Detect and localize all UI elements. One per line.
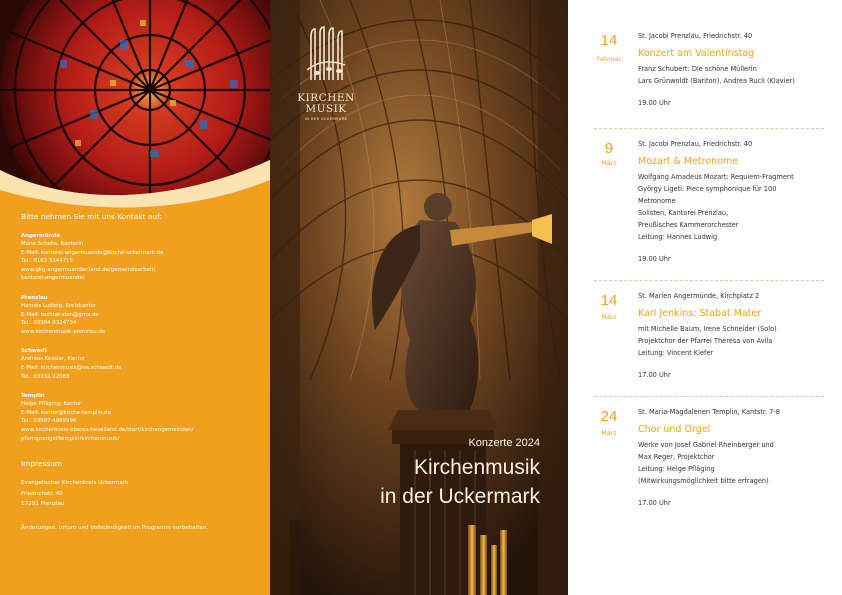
event-info [638, 292, 838, 379]
contact-phone: Tel.: 0163 5344715 [21, 258, 73, 265]
logo-line-2: MUSIK [305, 103, 347, 115]
cover-title-block [330, 437, 540, 511]
event-detail: Max Reger, Projektchor [638, 453, 715, 461]
contact-line: Hannes Ludwig, Kreiskantor [21, 302, 97, 309]
contact-email[interactable]: E-Mail: kantor@kirche-templin.de [21, 409, 111, 416]
event-detail: Solisten, Kantorei Prenzlau, [638, 209, 729, 217]
contact-url[interactable]: www.kirchenmusik-prenzlau.de [21, 328, 106, 335]
event-month: März [601, 314, 617, 321]
contact-place: Angermünde [21, 233, 60, 239]
event-title: Konzert am Valentinstag [638, 48, 755, 59]
event-title: Karl Jenkins: Stabat Mater [638, 308, 762, 319]
contact-place: Prenzlau [21, 294, 48, 301]
event-day: 9 [604, 140, 614, 157]
event-time: 17.00 Uhr [638, 371, 671, 379]
contact-url[interactable]: www.kirchenkreis-oberes-havelland.de/start/kirchengemeinden/ [21, 426, 194, 433]
event-day: 14 [600, 292, 618, 309]
contact-url[interactable]: www.gkg-angermuender-land.de/gemeindearbeit/ [21, 266, 156, 273]
event-location: St. Jacobi Prenzlau, Friedrichstr. 40 [638, 140, 753, 148]
event-info [638, 32, 838, 107]
impressum-line: Friedrichstr. 40 [21, 490, 63, 497]
event-title: Chor und Orgel [638, 424, 711, 435]
event-detail: Metronome [638, 197, 676, 205]
event-info [638, 408, 838, 507]
cover-title-line-1: Kirchenmusik [413, 456, 540, 479]
event-separator [594, 396, 824, 397]
contact-email[interactable]: E-Mail: tochter-zion@gmx.de [21, 311, 99, 318]
event-month: Februar [596, 56, 622, 63]
event-detail: Leitung: Vincent Kiefer [638, 349, 714, 357]
contact-place: Schwedt [21, 348, 47, 355]
contact-block-angermuende [21, 232, 266, 283]
impressum-heading: Impressum [21, 459, 63, 469]
contact-email[interactable]: E-Mail: kantorei-angermuende@kirche-uckermark.de [21, 249, 164, 256]
event-day: 24 [600, 408, 618, 425]
contact-email[interactable]: E-Mail: kirchenmusik@sw.schwedt.de [21, 364, 122, 371]
contact-line: Maria Schella, Kantorin [21, 241, 84, 247]
contact-phone: Tel.: 03987 4989996 [21, 418, 77, 425]
kirchenmusik-logo [295, 25, 357, 121]
event-location: St. Jacobi Prenzlau, Friedrichstr. 40 [638, 32, 753, 40]
impressum-line: Evangelischer Kirchenkreis Uckermark [21, 480, 129, 487]
event-month: März [601, 160, 617, 167]
event-detail: Werke von Josef Gabriel Rheinberger und [638, 441, 774, 449]
event-title: Mozart & Metronome [638, 156, 739, 167]
event-detail: György Ligeti: Piece symphonique für 100 [638, 185, 777, 193]
event-day: 14 [600, 32, 618, 49]
wave-divider [0, 150, 270, 210]
event-detail: (Mitwirkungsmöglichkeit bitte erfragen) [638, 477, 769, 485]
organ-logo-icon [303, 25, 349, 85]
event-detail: mit Michelle Baum, Irene Schneider (Solo) [638, 325, 777, 333]
event-separator [594, 128, 824, 129]
cover-subtitle: Konzerte 2024 [468, 437, 540, 449]
disclaimer: Änderungen, Irrtum und Vollständigkeit im Programm vorbehalten. [21, 524, 209, 531]
event-detail: Wolfgang Amadeus Mozart: Requiem-Fragment [638, 173, 794, 181]
contact-section [21, 212, 266, 531]
contact-heading: Bitte nehmen Sie mit uns Kontakt auf: [21, 212, 162, 221]
logo-line-3: IN DER UCKERMARK [304, 117, 348, 121]
logo-line-1: KIRCHEN [297, 92, 355, 104]
contact-place: Templin [21, 393, 45, 400]
contact-url[interactable]: pfarrsprengel/templin/kirchenmusik/ [21, 435, 120, 442]
event-detail: Preußisches Kammerorchester [638, 221, 739, 229]
event-detail: Franz Schubert: Die schöne Müllerin [638, 65, 757, 73]
event-time: 19.00 Uhr [638, 255, 671, 263]
contact-panel [0, 0, 270, 595]
event-location: St. Maria-Magdalenen Templin, Kantstr. 7-8 [638, 408, 780, 416]
event-month: März [601, 430, 617, 437]
contact-line: Andreas Kessler, Kantor [21, 356, 86, 363]
event-detail: Leitung: Helge Pfläging [638, 465, 715, 473]
contact-url[interactable]: kantorei-angermuende/ [21, 275, 85, 282]
contact-phone: Tel.: 03984 8324734 [21, 320, 77, 327]
event-info [638, 140, 838, 263]
contact-phone: Tel.: 03332 22083 [21, 373, 70, 380]
event-time: 19.00 Uhr [638, 99, 671, 107]
contact-block-templin [21, 392, 266, 443]
contact-block-schwedt [21, 347, 266, 381]
contact-line: Helge Pfläging, Kantor [21, 401, 82, 408]
event-detail: Projektchor der Pfarrei Theresa von Avila [638, 337, 773, 345]
event-detail: Leitung: Hannes Ludwig [638, 233, 718, 241]
event-time: 17.00 Uhr [638, 499, 671, 507]
cover-title-line-2: in der Uckermark [380, 485, 540, 508]
contact-block-prenzlau [21, 294, 266, 336]
event-separator [594, 280, 824, 281]
event-location: St. Marien Angermünde, Kirchplatz 2 [638, 292, 760, 300]
impressum-line: 17291 Prenzlau [21, 501, 65, 508]
event-detail: Lars Grünwoldt (Bariton), Andrea Rucli (Klavier) [638, 77, 795, 85]
